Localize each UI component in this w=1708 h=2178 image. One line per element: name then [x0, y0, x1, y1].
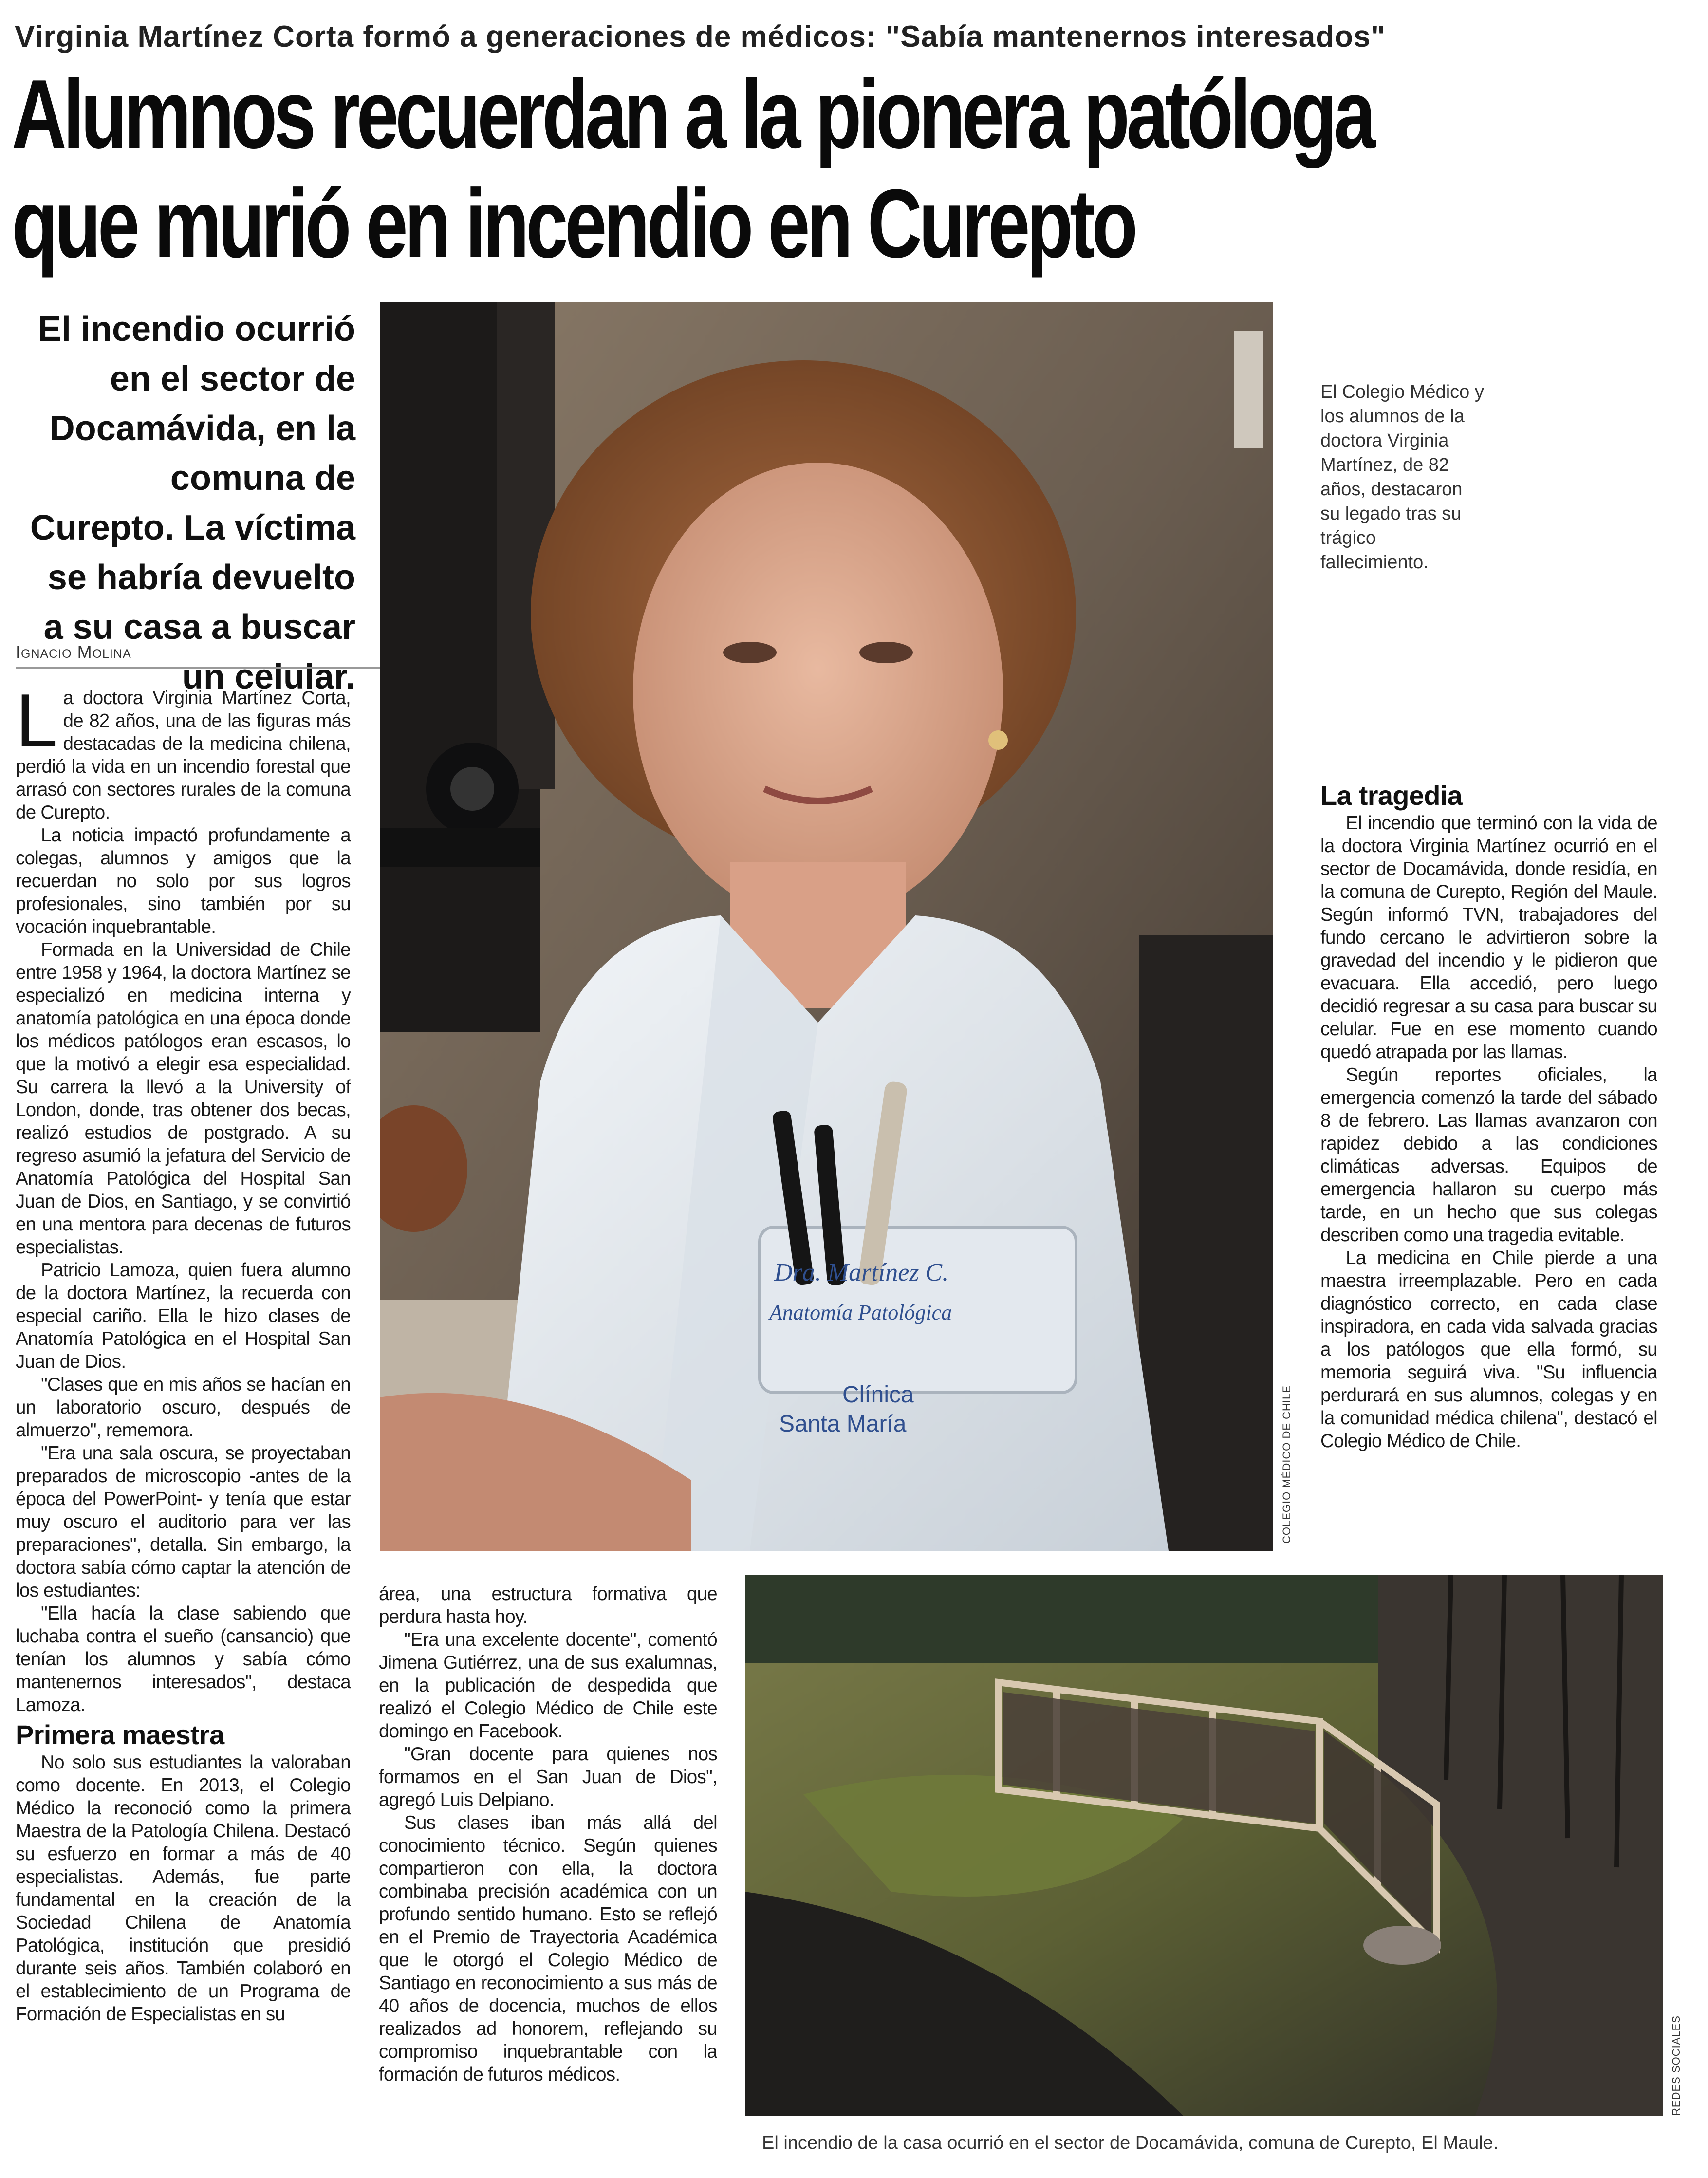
paragraph-1: La doctora Virginia Martínez Corta, de 82 años, una de las figuras más destacadas de la medicina chilena, perdió la vida en un incendio forestal que arrasó con sectores rurales de la comuna de Curepto. [16, 687, 351, 823]
paragraph-7: "Ella hacía la clase sabiendo que luchaba contra el sueño (cansancio) que tenían los alumnos y sabía cómo mantenernos interesados", destaca Lamoza. [16, 1603, 351, 1715]
coat-embroidery-specialty: Anatomía Patológica [769, 1301, 952, 1324]
coat-embroidery-clinic: Clínica [842, 1382, 914, 1408]
body-column-3 [1320, 784, 1657, 1573]
paragraph-tragedia-3: La medicina en Chile pierde a una maestra irreemplazable. Pero en cada diagnóstico correcto, en cada clase inspiradora, en cada vida salvada gracias a los patólogos que ella formó, su memoria seguirá viva. "Su influencia perdurará en sus alumnos, colegas y en la comunidad médica chilena", destacó el Colegio Médico de Chile. [1320, 1247, 1657, 1452]
aerial-illustration [745, 1575, 1663, 2116]
subhead-primera-maestra: Primera maestra [16, 1719, 224, 1750]
byline: Ignacio Molina [16, 642, 395, 669]
paragraph-col2-4: Sus clases iban más allá del conocimiento técnico. Según quienes compartieron con ella, la doctora combinaba precisión académica con un profundo sentido humano. Esto se reflejó en el Premio de Trayectoria Académica que le otorgó el Colegio Médico de Santiago en reconocimiento a sus más de 40 años de docencia, muchos de ellos realizados ad honorem, reflejando su compromiso inquebrantable con la formación de futuros médicos. [379, 1812, 717, 2085]
subhead-la-tragedia: La tragedia [1320, 784, 1463, 811]
body-column-2 [379, 1582, 717, 2142]
photo-credit-aerial: REDES SOCIALES [1670, 2015, 1682, 2116]
paragraph-col2-1: área, una estructura formativa que perdura hasta hoy. [379, 1583, 717, 1627]
paragraph-6: "Era una sala oscura, se proyectaban preparados de microscopio -antes de la época del PowerPoint- y tenía que estar muy oscuro el auditorio para ver las preparaciones", detalla. Sin embargo, la doctora sabía cómo captar la atención de los estudiantes: [16, 1443, 351, 1601]
portrait-caption: El Colegio Médico y los alumnos de la doctora Virginia Martínez, de 82 años, destacaron su legado tras su trágico fallecimiento. [1320, 382, 1484, 573]
paragraph-3: Formada en la Universidad de Chile entre 1958 y 1964, la doctora Martínez se especializó en medicina interna y anatomía patológica en una época donde los médicos patólogos eran escasos, lo que la motivó a elegir esa especialidad. Su carrera la llevó a la University of London, donde, tras obtener dos becas, realizó estudios de postgrado. A su regreso asumió la jefatura del Servicio de Anatomía Patológica del Hospital San Juan de Dios, en Santiago, y se convirtió en una mentora para decenas de futuros especialistas. [16, 939, 351, 1258]
headline-line-1: Alumnos recuerdan a la pionera patóloga [12, 60, 1373, 168]
paragraph-2: La noticia impactó profundamente a colegas, alumnos y amigos que la recuerdan no solo por sus logros profesionales, sino también por su vocación inquebrantable. [16, 825, 351, 937]
paragraph-4: Patricio Lamoza, quien fuera alumno de la doctora Martínez, la recuerda con especial cariño. Ella le hizo clases de Anatomía Patológica en el Hospital San Juan de Dios. [16, 1260, 351, 1372]
body-column-1 [16, 687, 351, 2138]
aerial-caption: El incendio de la casa ocurrió en el sector de Docamávida, comuna de Curepto, El Maule. [762, 2133, 1499, 2153]
paragraph-8: No solo sus estudiantes la valoraban como docente. En 2013, el Colegio Médico la reconoció como la primera Maestra de la Patología Chilena. Destacó su esfuerzo en formar a más de 40 especialistas. Además, fue parte fundamental en la creación de la Sociedad Chilena de Anatomía Patológica, institución que presidió durante seis años. También colaboró en el establecimiento de un Programa de Formación de Especialistas en su [16, 1752, 351, 2025]
paragraph-col2-3: "Gran docente para quienes nos formamos en el San Juan de Dios", agregó Luis Delpiano. [379, 1744, 717, 1810]
headline-line-2: que murió en incendio en Curepto [12, 169, 1135, 278]
portrait-photo [380, 302, 1273, 1551]
photo-credit-portrait: COLEGIO MÉDICO DE CHILE [1281, 1385, 1293, 1544]
portrait-illustration [380, 302, 1273, 1551]
coat-embroidery-name: Dra. Martínez C. [774, 1259, 949, 1286]
coat-embroidery-clinic-name: Santa María [779, 1411, 907, 1437]
lead-paragraph: El incendio ocurrió en el sector de Docamávida, en la comuna de Curepto. La víctima se habría devuelto a su casa a buscar un celular. [30, 310, 355, 696]
paragraph-5: "Clases que en mis años se hacían en un laboratorio oscuro, después de almuerzo", rememora. [16, 1374, 351, 1441]
aerial-fire-photo [745, 1575, 1663, 2116]
drop-cap: L [16, 687, 57, 763]
kicker: Virginia Martínez Corta formó a generaciones de médicos: "Sabía mantenernos interesados" [15, 20, 1386, 54]
paragraph-tragedia-2: Según reportes oficiales, la emergencia comenzó la tarde del sábado 8 de febrero. Las llamas avanzaron con rapidez debido a las condiciones climáticas adversas. Equipos de emergencia hallaron su cuerpo más tarde, en un hecho que sus colegas describen como una tragedia evitable. [1320, 1064, 1657, 1246]
paragraph-col2-2: "Era una excelente docente", comentó Jimena Gutiérrez, una de sus exalumnas, en la publicación de despedida que realizó el Colegio Médico de Chile este domingo en Facebook. [379, 1629, 717, 1742]
paragraph-tragedia-1: El incendio que terminó con la vida de la doctora Virginia Martínez ocurrió en el sector de Docamávida, donde residía, en la comuna de Curepto, Región del Maule. Según informó TVN, trabajadores del fundo cercano le advirtieron sobre la gravedad del incendio y le pidieron que evacuara. Ella accedió, pero luego decidió regresar a su casa para buscar su celular. Fue en ese momento cuando quedó atrapada por las llamas. [1320, 813, 1657, 1062]
